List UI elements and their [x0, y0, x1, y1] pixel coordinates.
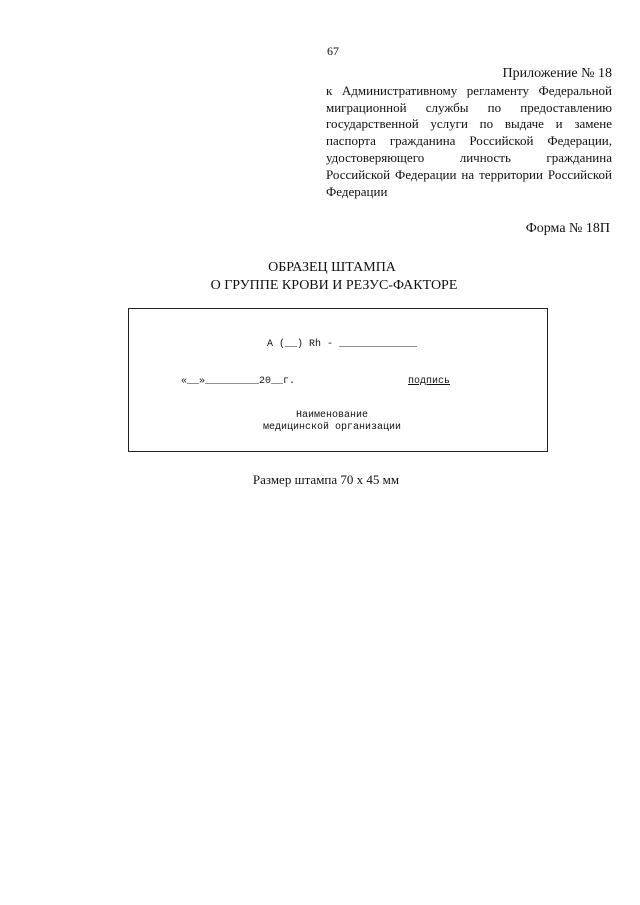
- organization-name-line-1: Наименование: [295, 410, 368, 421]
- appendix-line: Федерации: [326, 183, 388, 199]
- organization-name-line-2: медицинской организации: [262, 422, 402, 433]
- appendix-line: паспорта гражданина Российской Федерации,: [326, 133, 612, 149]
- stamp-corner-mark: [128, 308, 129, 316]
- date-line: «__»_________20__г.: [181, 376, 296, 387]
- appendix-line: государственной услуги по выдаче и замене: [326, 116, 612, 132]
- appendix-title: Приложение № 18: [502, 66, 612, 81]
- appendix-line: миграционной службы по предоставлению: [326, 99, 612, 115]
- stamp-size-caption: Размер штампа 70 х 45 мм: [252, 472, 400, 487]
- appendix-line: к Административному регламенту Федеральной: [326, 82, 612, 98]
- stamp-heading-line-2: О ГРУППЕ КРОВИ И РЕЗУС-ФАКТОРЕ: [210, 278, 458, 293]
- signature-label: подпись: [408, 376, 451, 387]
- blood-group-rh-line: А (__) Rh - _____________: [267, 339, 418, 350]
- appendix-block: [326, 66, 612, 200]
- appendix-line: удостоверяющего личность гражданина: [326, 149, 612, 165]
- page-number: 67: [327, 44, 339, 58]
- stamp-heading-line-1: ОБРАЗЕЦ ШТАМПА: [268, 260, 396, 275]
- form-number: Форма № 18П: [525, 221, 610, 236]
- stamp-sample-box: [128, 308, 548, 452]
- stamp-corner-mark: [547, 308, 548, 316]
- appendix-line: Российской Федерации на территории Российской: [326, 166, 612, 182]
